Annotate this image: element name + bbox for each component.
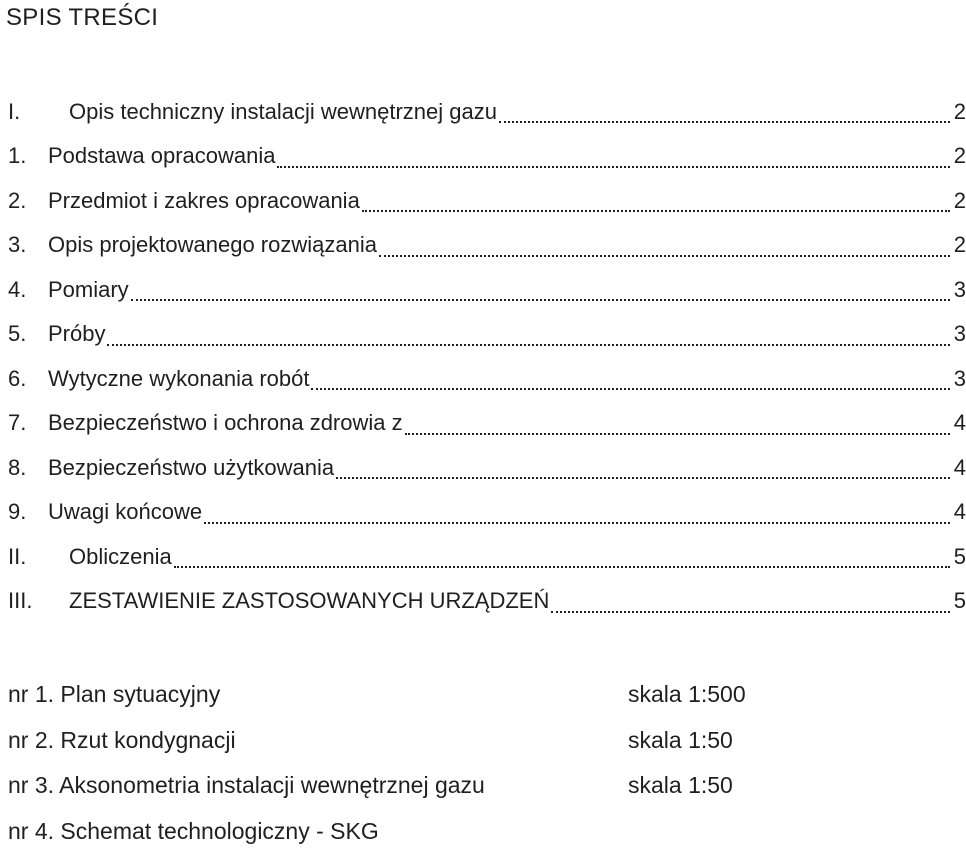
drawing-name: nr 1. Plan sytuacyjny xyxy=(8,681,628,708)
dot-leader xyxy=(174,566,950,568)
toc-label: Próby xyxy=(48,321,105,347)
toc-page-number: 2 xyxy=(952,143,966,169)
toc-page-number: 2 xyxy=(952,188,966,214)
toc-number: II. xyxy=(8,544,69,570)
toc-number: 9. xyxy=(8,499,48,525)
toc-label: Opis projektowanego rozwiązania xyxy=(48,232,377,258)
toc-label: Uwagi końcowe xyxy=(48,499,202,525)
drawing-item-3 xyxy=(8,763,948,809)
drawing-name: nr 2. Rzut kondygnacji xyxy=(8,727,628,754)
toc-page-number: 3 xyxy=(952,366,966,392)
drawings-list xyxy=(8,672,948,854)
toc-page-number: 3 xyxy=(952,277,966,303)
toc-page-number: 3 xyxy=(952,321,966,347)
dot-leader xyxy=(362,210,950,212)
toc-number: 1. xyxy=(8,143,48,169)
toc-number: I. xyxy=(8,99,69,125)
drawing-scale: skala 1:50 xyxy=(628,727,733,754)
toc-page-number: 5 xyxy=(952,544,966,570)
dot-leader xyxy=(277,166,950,168)
dot-leader xyxy=(551,611,950,613)
toc-label: ZESTAWIENIE ZASTOSOWANYCH URZĄDZEŃ xyxy=(69,588,549,614)
toc-entry-7 xyxy=(8,401,966,446)
toc-number: 4. xyxy=(8,277,48,303)
drawing-item-4 xyxy=(8,809,948,854)
toc-entry-3 xyxy=(8,223,966,268)
toc-entry-ii xyxy=(8,535,966,580)
drawing-name: nr 3. Aksonometria instalacji wewnętrznej gazu xyxy=(8,772,628,799)
toc-entry-4 xyxy=(8,268,966,313)
toc-label: Pomiary xyxy=(48,277,129,303)
toc-number: 2. xyxy=(8,188,48,214)
toc-number: 8. xyxy=(8,455,48,481)
toc-number: 3. xyxy=(8,232,48,258)
toc-entry-1 xyxy=(8,134,966,179)
toc-label: Wytyczne wykonania robót xyxy=(48,366,309,392)
dot-leader xyxy=(107,344,950,346)
toc-entry-6 xyxy=(8,357,966,402)
toc-page-number: 4 xyxy=(952,410,966,436)
dot-leader xyxy=(405,433,950,435)
page-title: SPIS TREŚCI xyxy=(6,4,158,32)
dot-leader xyxy=(336,477,950,479)
toc-label: Podstawa opracowania xyxy=(48,143,275,169)
toc-entry-2 xyxy=(8,179,966,224)
drawing-scale: skala 1:50 xyxy=(628,772,733,799)
dot-leader xyxy=(499,121,950,123)
toc-page-number: 2 xyxy=(952,99,966,125)
toc-entry-i xyxy=(8,90,966,134)
toc-number: 6. xyxy=(8,366,48,392)
drawing-item-1 xyxy=(8,672,948,718)
toc-number: III. xyxy=(8,588,69,614)
toc-number: 5. xyxy=(8,321,48,347)
toc-label: Obliczenia xyxy=(69,544,172,570)
dot-leader xyxy=(311,388,950,390)
toc-label: Bezpieczeństwo użytkowania xyxy=(48,455,334,481)
drawing-scale: skala 1:500 xyxy=(628,681,746,708)
toc-page-number: 4 xyxy=(952,499,966,525)
toc-page-number: 5 xyxy=(952,588,966,614)
toc-label: Opis techniczny instalacji wewnętrznej gazu xyxy=(69,99,497,125)
drawing-name: nr 4. Schemat technologiczny - SKG xyxy=(8,818,628,845)
table-of-contents xyxy=(8,90,960,624)
toc-entry-5 xyxy=(8,312,966,357)
toc-page-number: 4 xyxy=(952,455,966,481)
dot-leader xyxy=(379,255,950,257)
toc-number: 7. xyxy=(8,410,48,436)
toc-entry-9 xyxy=(8,490,966,535)
dot-leader xyxy=(131,299,950,301)
dot-leader xyxy=(204,522,950,524)
toc-entry-8 xyxy=(8,446,966,491)
toc-page-number: 2 xyxy=(952,232,966,258)
toc-label: Bezpieczeństwo i ochrona zdrowia z xyxy=(48,410,403,436)
drawing-item-2 xyxy=(8,718,948,764)
toc-entry-iii xyxy=(8,579,966,624)
toc-label: Przedmiot i zakres opracowania xyxy=(48,188,360,214)
